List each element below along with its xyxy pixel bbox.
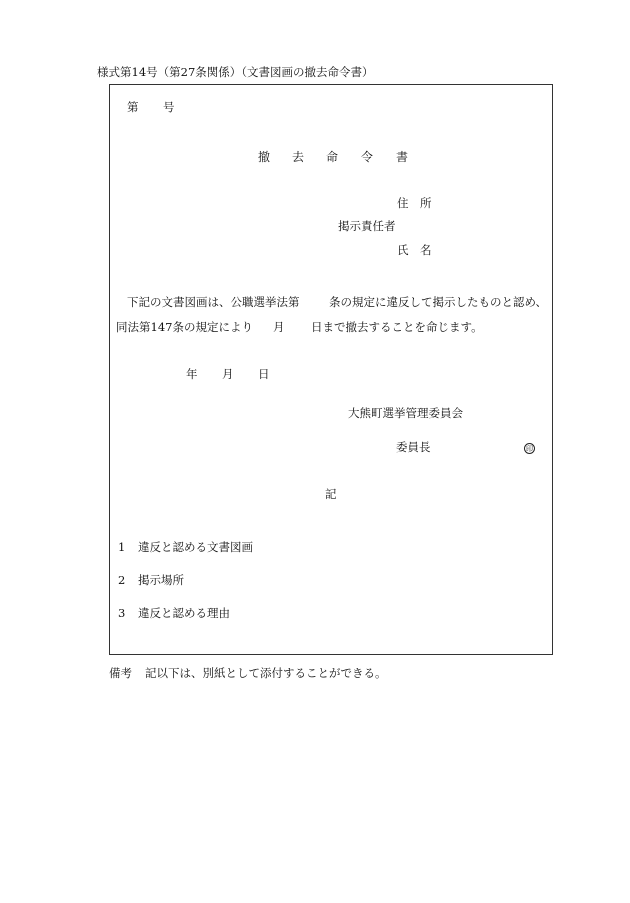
body-line2-month: 月 [273,320,285,334]
form-frame [109,84,553,655]
title-char-3: 命 [326,150,339,164]
remarks-text: 記以下は、別紙として添付することができる。 [145,666,387,680]
responsible-label: 掲示責任者 [338,219,396,233]
body-line2-c: 日まで撤去することを命じます。 [311,320,483,334]
item-2-num: 2 [118,573,126,587]
number-go: 号 [163,100,175,114]
item-2-label: 掲示場所 [138,573,184,587]
item-3-num: 3 [118,606,126,620]
body-line1-a: 下記の文書図画は、公職選挙法第 [127,295,300,309]
title-char-4: 令 [361,150,374,164]
form-header: 様式第14号（第27条関係）（文書図画の撤去命令書） [97,65,374,79]
ki-heading: 記 [325,487,337,501]
body-line1-b: 条の規定に違反して掲示したものと認め、 [329,295,548,309]
body-line2-a: 同法第147条の規定により [116,320,253,334]
item-3-label: 違反と認める理由 [138,606,230,620]
seal-mark [524,442,535,454]
number-dai: 第 [127,100,139,114]
committee-name: 大熊町選挙管理委員会 [348,406,463,420]
date-day: 日 [258,367,270,381]
remarks-label: 備考 [109,666,132,680]
item-1-label: 違反と認める文書図画 [138,540,253,554]
seal-stamp: 印 [526,445,533,453]
name-label: 氏 名 [397,243,432,257]
date-month: 月 [222,367,234,381]
date-year: 年 [186,367,198,381]
title-char-5: 書 [396,150,409,164]
title-char-2: 去 [292,150,305,164]
item-1-num: 1 [118,540,126,554]
title-char-1: 撤 [258,150,271,164]
address-label: 住 所 [397,196,432,210]
chair-label: 委員長 [396,440,431,454]
